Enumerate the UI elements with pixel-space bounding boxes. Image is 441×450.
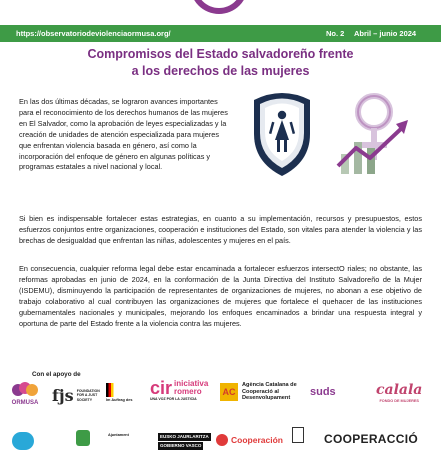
ormusa-logo: ORMUSA [8, 380, 42, 406]
women-rights-illustration [246, 82, 426, 182]
logo-207 [12, 432, 34, 450]
fjs-logo: fjs FOUNDATION FOR A JUST SOCIETY [52, 386, 100, 405]
support-label: Con el apoyo de [32, 371, 81, 378]
header-bar [0, 25, 441, 42]
page-title [0, 46, 441, 80]
woman-icon [278, 111, 286, 119]
title-line-2: a los derechos de las mujeres [131, 64, 310, 78]
issue-number: No. 2 [326, 29, 345, 38]
crest-logo [292, 427, 304, 443]
cooperaccio-logo: COOPERACCIÓ [324, 432, 418, 446]
website-link[interactable]: https://observatoriodeviolenciaormusa.org/ [16, 29, 171, 38]
acc-logo: AC Agència Catalana de Cooperació al Desenvolupament [220, 382, 312, 402]
suds-logo: suds [310, 386, 336, 398]
intro-paragraph: En las dos últimas décadas, se lograron avances importantes para el reconocimiento de los derechos humanos de las mujeres en El Salvador, como la aprobación de leyes especializadas y la creación de unidades de atención especializada para mujeres que enfrentan violencia basada en género, así como la incorporación del enfoque de género en algunas políticas y programas estatales a nivel nacional y local. [19, 97, 228, 172]
cir-logo: cir iniciativa romero UNA VOZ POR LA JUSTICIA [150, 378, 209, 401]
body-paragraph-2: Si bien es indispensable fortalecer estas estrategias, en cuanto a su implementación, recursos y presupuestos, estos esfuerzos conjuntos entre organizaciones, cooperación e instituciones del Estado, son vitales para atender la violencia y las brechas de desigualdad que enfrentan las niñas, adolescentes y mujeres en el país. [19, 214, 422, 245]
issue-date: Abril – junio 2024 [354, 29, 417, 38]
ajuntament-logo: Ajuntament [108, 433, 129, 437]
body-paragraph-3: En consecuencia, cualquier reforma legal debe estar encaminada a fortalecer esfuerzos intersectO riales; no obstante, las reformas aprobadas en junio de 2024, en la conformación de la Junta Directiva del Instituto Salvadoreño de la Mujer (ISDEMU), disminuyendo la participación de representantes de organizaciones de mujeres, no abonan a ese objetivo de trabajo colaborativo al cual contribuyen las organizaciones de mujeres que fortalece el quehacer de las instituciones gubernamentales nacionales y municipales, mejorando los enfoques encaminados a brindar una respuesta integral y oportuna de parte del Estado frente a la violencia contra las mujeres. [19, 264, 422, 328]
title-line-1: Compromisos del Estado salvadoreño frente [87, 47, 354, 61]
germany-ministry-logo: Im Auftrag des [106, 383, 132, 403]
green-e-logo [76, 430, 90, 446]
eusko-jaurlaritza-logo: EUSKO JAURLARITZA GOBIERNO VASCO [160, 434, 209, 448]
header-arc-decoration [190, 0, 248, 14]
cooperacion-logo: Cooperación [216, 434, 283, 446]
calala-logo: calala FONDO DE MUJERES [376, 382, 423, 403]
